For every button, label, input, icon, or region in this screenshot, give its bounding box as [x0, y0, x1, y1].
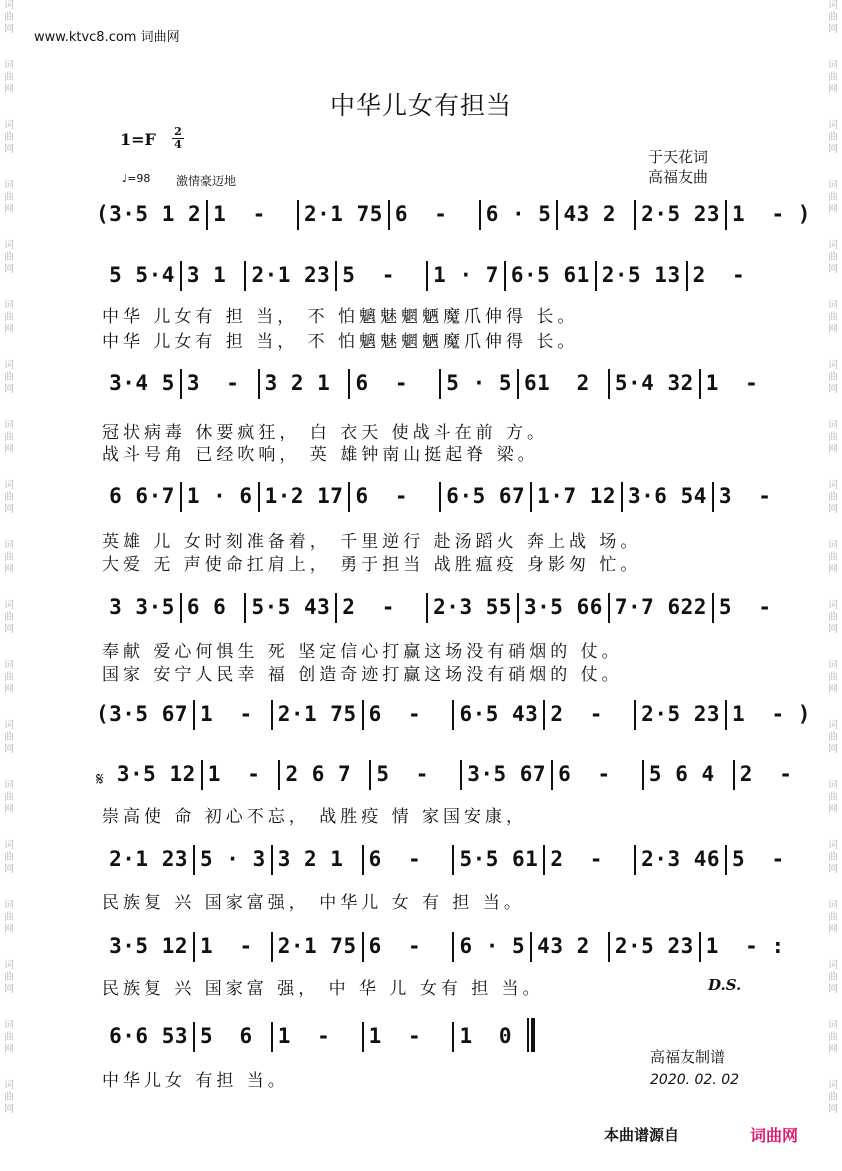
barline [517, 369, 519, 399]
barline [193, 1022, 195, 1052]
watermark-char: 网 [4, 24, 14, 35]
watermark-char: 曲 [4, 72, 14, 83]
watermark-group [826, 240, 840, 300]
watermark-group [2, 300, 16, 360]
lyric-line: 崇高使 命 初心不忘， 战胜疫 情 家国安康， [102, 807, 528, 827]
barline [517, 593, 519, 623]
watermark-group [2, 120, 16, 180]
barline [426, 261, 428, 291]
barline [362, 932, 364, 962]
lyric-line: 民族复 兴 国家富强， 中华儿 女 有 担 当。 [102, 893, 525, 913]
watermark-char: 网 [828, 144, 838, 155]
barline [193, 700, 195, 730]
watermark-char: 网 [4, 504, 14, 515]
barline [439, 369, 441, 399]
watermark-group [2, 600, 16, 660]
watermark-char: 曲 [4, 852, 14, 863]
barline [297, 200, 299, 230]
watermark-char: 网 [828, 744, 838, 755]
watermark-group [826, 360, 840, 420]
watermark-char: 词 [828, 780, 838, 791]
mood-marking: 激情豪迈地 [176, 174, 237, 188]
watermark-group [826, 540, 840, 600]
watermark-char: 网 [4, 1044, 14, 1055]
watermark-char: 曲 [828, 72, 838, 83]
score-line-3 [96, 369, 785, 399]
watermark-char: 网 [4, 564, 14, 575]
watermark-char: 曲 [828, 12, 838, 23]
watermark-char: 曲 [4, 1092, 14, 1103]
watermark-char: 词 [4, 60, 14, 71]
watermark-group [2, 780, 16, 840]
watermark-char: 词 [828, 1080, 838, 1091]
watermark-char: 词 [4, 900, 14, 911]
barline [479, 200, 481, 230]
barline [712, 593, 714, 623]
watermark-char: 词 [4, 960, 14, 971]
watermark-char: 曲 [828, 972, 838, 983]
watermark-char: 网 [828, 924, 838, 935]
lyric-line: 战斗号角 已经吹响， 英 雄钟南山挺起脊 梁。 [102, 445, 539, 465]
watermark-char: 曲 [828, 312, 838, 323]
barline [388, 200, 390, 230]
watermark-group [2, 180, 16, 240]
watermark-group [2, 240, 16, 300]
watermark-char: 曲 [828, 612, 838, 623]
lyric-line: 大爱 无 声使命扛肩上， 勇于担当 战胜瘟疫 身影匆 忙。 [102, 555, 642, 575]
barline [206, 200, 208, 230]
watermark-char: 词 [828, 0, 838, 11]
watermark-char: 曲 [828, 852, 838, 863]
watermark-char: 曲 [4, 252, 14, 263]
barline [452, 700, 454, 730]
barline [699, 369, 701, 399]
watermark-char: 网 [828, 24, 838, 35]
barline [180, 593, 182, 623]
watermark-char: 网 [828, 384, 838, 395]
watermark-char: 词 [4, 120, 14, 131]
watermark-group [2, 0, 16, 60]
watermark-group [2, 480, 16, 540]
watermark-group [826, 300, 840, 360]
barline [362, 700, 364, 730]
source-brand-link[interactable]: 词曲网 [750, 1126, 799, 1145]
watermark-char: 曲 [828, 1032, 838, 1043]
barline [543, 700, 545, 730]
watermark-char: 网 [4, 864, 14, 875]
watermark-group [826, 600, 840, 660]
lyric-line: 中华 儿女有 担 当， 不 怕魑魅魍魉魔爪伸得 长。 [102, 307, 579, 327]
watermark-char: 曲 [4, 792, 14, 803]
barline [634, 200, 636, 230]
watermark-char: 曲 [4, 552, 14, 563]
barline [278, 760, 280, 790]
barline [608, 932, 610, 962]
lyric-line: 中华 儿女有 担 当， 不 怕魑魅魍魉魔爪伸得 长。 [102, 332, 579, 352]
watermark-group [2, 720, 16, 780]
watermark-group [2, 420, 16, 480]
watermark-char: 曲 [4, 912, 14, 923]
watermark-char: 词 [828, 660, 838, 671]
left-watermark-column [2, 0, 16, 1140]
source-label: 本曲谱源自 [604, 1126, 680, 1144]
notation: (3·5 1 2 1 - 2·1 75 6 - 6 · 5 43 2 2·5 23 1 - ) [96, 200, 811, 230]
watermark-char: 词 [828, 420, 838, 431]
watermark-char: 曲 [828, 732, 838, 743]
barline [460, 760, 462, 790]
watermark-group [826, 720, 840, 780]
watermark-char: 网 [4, 444, 14, 455]
lyric-line: 英雄 儿 女时刻准备着， 千里逆行 赴汤蹈火 奔上战 场。 [102, 532, 642, 552]
watermark-char: 网 [4, 144, 14, 155]
watermark-char: 曲 [828, 192, 838, 203]
barline [271, 700, 273, 730]
watermark-char: 网 [828, 84, 838, 95]
final-barline-thick [531, 1018, 535, 1052]
watermark-char: 词 [4, 660, 14, 671]
watermark-char: 网 [828, 804, 838, 815]
notation: 3·5 12 1 - 2·1 75 6 - 6 · 5 43 2 2·5 23 1 - : [96, 932, 785, 962]
watermark-char: 曲 [828, 252, 838, 263]
watermark-char: 词 [828, 60, 838, 71]
final-barline-thin [527, 1018, 529, 1052]
barline [271, 932, 273, 962]
score-line-5 [96, 593, 785, 623]
watermark-char: 词 [4, 840, 14, 851]
barline [725, 200, 727, 230]
barline [258, 482, 260, 512]
watermark-group [826, 120, 840, 180]
key-signature: 1=F [120, 130, 156, 149]
composer-credit: 高福友曲 [648, 168, 709, 186]
watermark-char: 词 [828, 180, 838, 191]
watermark-char: 网 [4, 384, 14, 395]
barline [530, 932, 532, 962]
watermark-group [826, 480, 840, 540]
watermark-char: 词 [4, 600, 14, 611]
watermark-group [2, 960, 16, 1020]
barline [201, 760, 203, 790]
watermark-char: 网 [4, 744, 14, 755]
watermark-char: 网 [4, 984, 14, 995]
barline [258, 369, 260, 399]
watermark-char: 曲 [4, 12, 14, 23]
barline [608, 593, 610, 623]
barline [180, 261, 182, 291]
score-line-2 [96, 261, 772, 291]
watermark-group [826, 960, 840, 1020]
watermark-group [2, 1080, 16, 1140]
barline [621, 482, 623, 512]
lyricist-credit: 于天花词 [648, 148, 709, 166]
time-sig-bottom: 4 [174, 138, 182, 151]
barline [608, 369, 610, 399]
barline [369, 760, 371, 790]
notation: 6·6 53 5 6 1 - 1 - 1 0 [96, 1022, 525, 1052]
barline [271, 1022, 273, 1052]
barline [595, 261, 597, 291]
segno-sign: 𝄋 [96, 769, 104, 790]
watermark-char: 词 [828, 240, 838, 251]
score-line-1 [96, 200, 811, 230]
watermark-group [2, 540, 16, 600]
watermark-char: 词 [828, 480, 838, 491]
watermark-group [826, 420, 840, 480]
watermark-char: 词 [828, 900, 838, 911]
watermark-char: 词 [828, 960, 838, 971]
watermark-char: 词 [828, 540, 838, 551]
barline [551, 760, 553, 790]
notation: (3·5 67 1 - 2·1 75 6 - 6·5 43 2 - 2·5 23 1 - ) [96, 700, 811, 730]
watermark-char: 曲 [4, 732, 14, 743]
barline [193, 845, 195, 875]
barline [543, 845, 545, 875]
watermark-group [826, 180, 840, 240]
watermark-char: 词 [4, 240, 14, 251]
score-line-7 [96, 760, 819, 790]
watermark-char: 曲 [4, 972, 14, 983]
watermark-char: 曲 [4, 132, 14, 143]
barline [193, 932, 195, 962]
watermark-char: 曲 [828, 432, 838, 443]
watermark-group [2, 1020, 16, 1080]
notation: 3·4 5 3 - 3 2 1 6 - 5 · 5 61 2 5·4 32 1 - [96, 369, 785, 399]
watermark-char: 词 [828, 720, 838, 731]
watermark-char: 词 [4, 300, 14, 311]
barline [634, 845, 636, 875]
watermark-char: 词 [4, 420, 14, 431]
watermark-char: 曲 [4, 372, 14, 383]
watermark-char: 网 [828, 204, 838, 215]
watermark-char: 曲 [4, 612, 14, 623]
barline [426, 593, 428, 623]
score-line-8 [96, 845, 811, 875]
barline [686, 261, 688, 291]
barline [530, 482, 532, 512]
watermark-group [826, 840, 840, 900]
barline [556, 200, 558, 230]
watermark-char: 词 [4, 360, 14, 371]
lyric-line: 奉献 爱心何惧生 死 坚定信心打赢这场没有硝烟的 仗。 [102, 642, 623, 662]
watermark-char: 词 [828, 1020, 838, 1031]
watermark-char: 网 [828, 564, 838, 575]
tempo-marking: ♩=98 [122, 172, 151, 185]
watermark-char: 词 [4, 1080, 14, 1091]
watermark-char: 网 [828, 264, 838, 275]
barline [335, 593, 337, 623]
barline [504, 261, 506, 291]
watermark-char: 曲 [828, 792, 838, 803]
time-sig-top: 2 [174, 125, 182, 138]
notation: 6 6·7 1 · 6 1·2 17 6 - 6·5 67 1·7 12 3·6 54 3 - [96, 482, 785, 512]
barline [725, 700, 727, 730]
watermark-group [2, 900, 16, 960]
barline [712, 482, 714, 512]
watermark-char: 词 [4, 720, 14, 731]
watermark-group [2, 660, 16, 720]
watermark-char: 曲 [4, 312, 14, 323]
barline [180, 482, 182, 512]
barline [244, 593, 246, 623]
barline [362, 845, 364, 875]
watermark-char: 词 [4, 180, 14, 191]
site-url: www.ktvc8.com 词曲网 [34, 30, 180, 45]
watermark-group [2, 360, 16, 420]
time-signature [172, 126, 184, 151]
barline [725, 845, 727, 875]
watermark-group [826, 900, 840, 960]
barline [244, 261, 246, 291]
barline [348, 369, 350, 399]
barline [335, 261, 337, 291]
watermark-char: 词 [828, 120, 838, 131]
watermark-char: 曲 [828, 492, 838, 503]
watermark-char: 曲 [828, 132, 838, 143]
barline [271, 845, 273, 875]
watermark-char: 词 [4, 1020, 14, 1031]
watermark-group [826, 0, 840, 60]
watermark-char: 网 [828, 984, 838, 995]
score-line-9 [96, 932, 785, 962]
song-title: 中华儿女有担当 [329, 91, 512, 120]
lyric-line: 民族复 兴 国家富 强， 中 华 儿 女有 担 当。 [102, 979, 544, 999]
watermark-char: 词 [4, 480, 14, 491]
watermark-char: 网 [828, 444, 838, 455]
barline [642, 760, 644, 790]
watermark-group [826, 1020, 840, 1080]
barline [733, 760, 735, 790]
watermark-char: 曲 [828, 912, 838, 923]
watermark-char: 曲 [4, 492, 14, 503]
watermark-char: 曲 [828, 1092, 838, 1103]
score-line-4 [96, 482, 785, 512]
barline [452, 845, 454, 875]
watermark-char: 词 [828, 300, 838, 311]
ds-marking: D.S. [708, 976, 742, 994]
lyric-line: 冠状病毒 休要疯狂， 白 衣天 使战斗在前 方。 [102, 423, 549, 443]
watermark-char: 网 [4, 924, 14, 935]
barline [348, 482, 350, 512]
watermark-char: 网 [4, 624, 14, 635]
watermark-group [826, 780, 840, 840]
lyric-line: 国家 安宁人民幸 福 创造奇迹打赢这场没有硝烟的 仗。 [102, 665, 623, 685]
watermark-group [826, 1080, 840, 1140]
barline [452, 1022, 454, 1052]
barline [180, 369, 182, 399]
watermark-char: 曲 [4, 672, 14, 683]
notation: 3 3·5 6 6 5·5 43 2 - 2·3 55 3·5 66 7·7 622 5 - [96, 593, 785, 623]
barline [362, 1022, 364, 1052]
right-watermark-column [826, 0, 840, 1140]
watermark-char: 曲 [4, 432, 14, 443]
watermark-char: 词 [4, 0, 14, 11]
watermark-char: 曲 [4, 1032, 14, 1043]
barline [699, 932, 701, 962]
watermark-group [2, 840, 16, 900]
watermark-char: 网 [828, 864, 838, 875]
barline [634, 700, 636, 730]
notation: 2·1 23 5 · 3 3 2 1 6 - 5·5 61 2 - 2·3 46 5 - [96, 845, 811, 875]
watermark-char: 曲 [828, 372, 838, 383]
lyric-line: 中华儿女 有担 当。 [102, 1071, 289, 1091]
watermark-char: 网 [4, 264, 14, 275]
watermark-group [826, 660, 840, 720]
watermark-char: 网 [828, 324, 838, 335]
watermark-char: 网 [828, 1104, 838, 1115]
watermark-char: 网 [4, 804, 14, 815]
watermark-char: 网 [4, 1104, 14, 1115]
watermark-char: 网 [4, 324, 14, 335]
watermark-char: 词 [4, 540, 14, 551]
watermark-char: 网 [4, 204, 14, 215]
watermark-char: 词 [828, 840, 838, 851]
watermark-char: 网 [4, 84, 14, 95]
watermark-char: 曲 [828, 672, 838, 683]
watermark-char: 网 [828, 624, 838, 635]
notation: 5 5·4 3 1 2·1 23 5 - 1 · 7 6·5 61 2·5 13 2 - [96, 261, 771, 291]
notation: 3·5 12 1 - 2 6 7 5 - 3·5 67 6 - 5 6 4 2 - [104, 760, 819, 790]
watermark-char: 网 [828, 684, 838, 695]
watermark-char: 词 [828, 360, 838, 371]
arrangement-date: 2020. 02. 02 [650, 1072, 740, 1088]
watermark-char: 曲 [828, 552, 838, 563]
watermark-char: 网 [4, 684, 14, 695]
watermark-char: 网 [828, 1044, 838, 1055]
barline [439, 482, 441, 512]
score-line-6 [96, 700, 811, 730]
watermark-char: 曲 [4, 192, 14, 203]
watermark-char: 词 [4, 780, 14, 791]
arranger-credit: 高福友制谱 [650, 1048, 726, 1066]
watermark-char: 词 [828, 600, 838, 611]
watermark-char: 网 [828, 504, 838, 515]
barline [452, 932, 454, 962]
